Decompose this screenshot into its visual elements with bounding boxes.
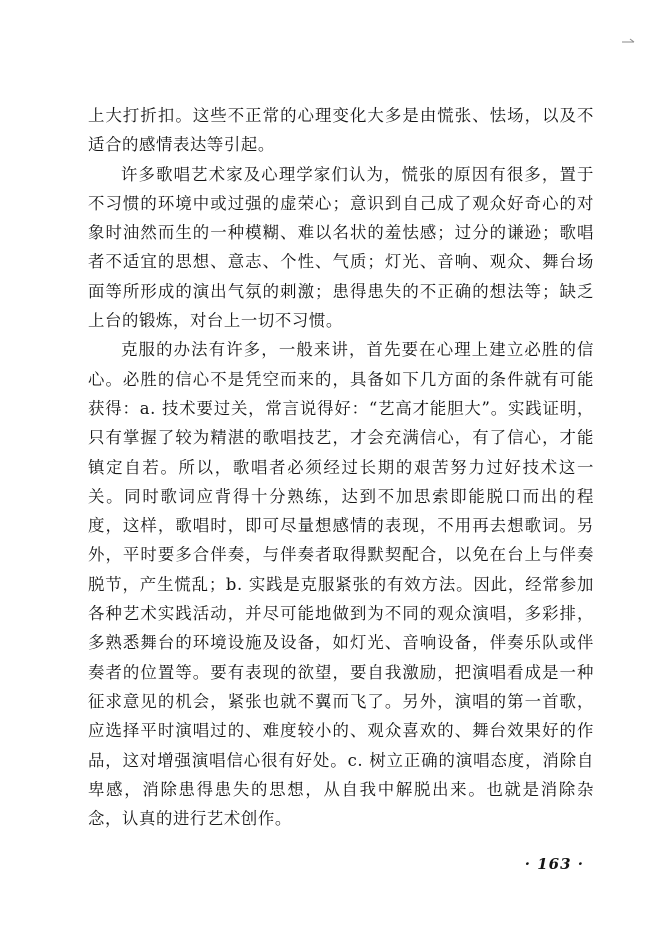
body-text (88, 101, 594, 833)
scan-corner-mark-icon (620, 38, 636, 46)
page-number: · 163 · (524, 855, 584, 873)
paragraph-1: 上大打折扣。这些不正常的心理变化大多是由慌张、怯场，以及不适合的感情表达等引起。 (88, 106, 594, 155)
paragraph-3: 克服的办法有许多，一般来讲，首先要在心理上建立必胜的信心。必胜的信心不是凭空而来的，具备如下几方面的条件就有可能获得：a. 技术要过关，常言说得好：“艺高才能胆大”。实践证明，只有掌握了较为精湛的歌唱技艺，才会充满信心，有了信心，才能镇定自若。所以，歌唱者必须经过长期的艰苦努力过好技术这一关。同时歌词应背得十分熟练，达到不加思索即能脱口而出的程度，这样，歌唱时，即可尽量想感情的表现，不用再去想歌词。另外，平时要多合伴奏，与伴奏者取得默契配合，以免在台上与伴奏脱节，产生慌乱；b. 实践是克服紧张的有效方法。因此，经常参加各种艺术实践活动，并尽可能地做到为不同的观众演唱，多彩排，多熟悉舞台的环境设施及设备，如灯光、音响设备，伴奏乐队或伴奏者的位置等。要有表现的欲望，要自我激励，把演唱看成是一种征求意见的机会，紧张也就不翼而飞了。另外，演唱的第一首歌，应选择平时演唱过的、难度较小的、观众喜欢的、舞台效果好的作品，这对增强演唱信心很有好处。c. 树立正确的演唱态度，消除自卑感，消除患得患失的思想，从自我中解脱出来。也就是消除杂念，认真的进行艺术创作。 (88, 340, 594, 829)
paragraph-2: 许多歌唱艺术家及心理学家们认为，慌张的原因有很多，置于不习惯的环境中或过强的虚荣心；意识到自己成了观众好奇心的对象时油然而生的一种模糊、难以名状的羞怯感；过分的谦逊；歌唱者不适宜的思想、意志、个性、气质；灯光、音响、观众、舞台场面等所形成的演出气氛的刺激；患得患失的不正确的想法等；缺乏上台的锻炼，对台上一切不习惯。 (88, 164, 594, 331)
scan-corner-mark (620, 38, 636, 46)
